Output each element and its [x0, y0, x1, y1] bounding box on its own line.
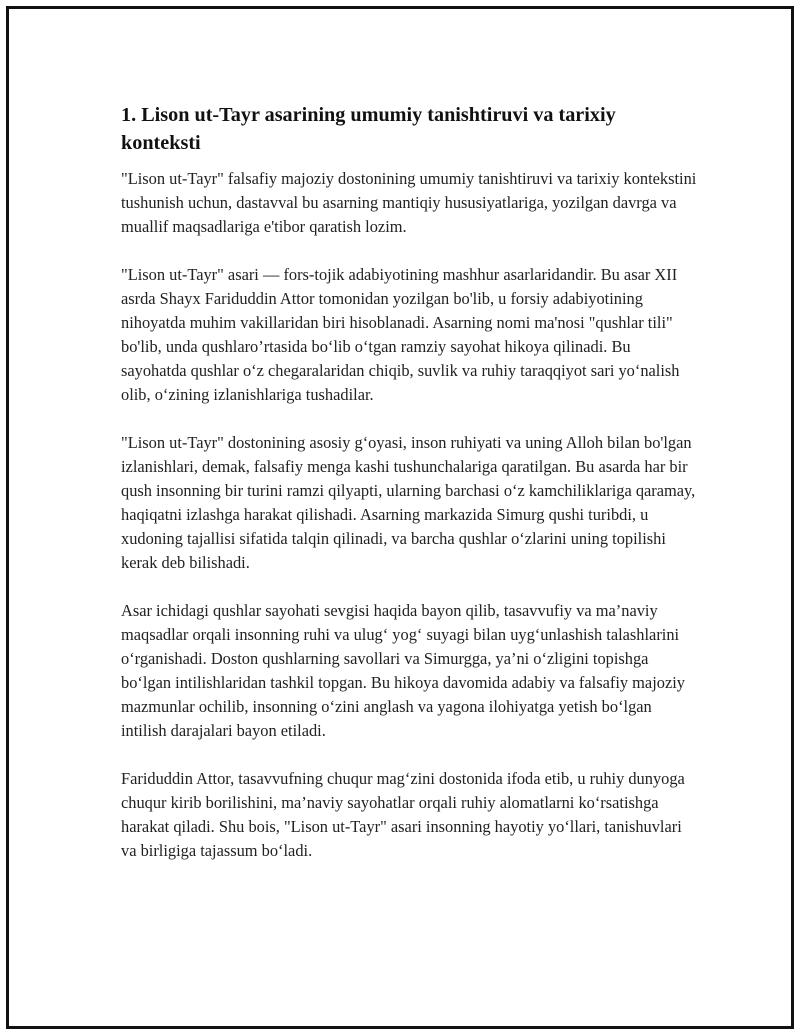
paragraph-4: Asar ichidagi qushlar sayohati sevgisi haqida bayon qilib, tasavvufiy va ma’naviy maqsadlar orqali insonning ruhi va ulug‘ yog‘ suyagi bilan uyg‘unlashish talashlarini o‘rganishadi. Doston qushlarning savollari va Simurgga, ya’ni o‘zligini topishga bo‘lgan intilishlaridan tashkil topgan. Bu hikoya davomida adabiy va falsafiy majoziy mazmunlar ochilib, insonning o‘zini anglash va yagona ilohiyatga yetish bo‘lgan intilish darajalari bayon etiladi. — [121, 601, 685, 740]
paragraph-2: "Lison ut-Tayr" asari — fors-tojik adabiyotining mashhur asarlaridandir. Bu asar XII asrda Shayx Fariduddin Attor tomonidan yozilgan bo'lib, u forsiy adabiyotining nihoyatda muhim vakillaridan biri hisoblanadi. Asarning nomi ma'nosi "qushlar tili" bo'lib, unda qushlaro’rtasida bo‘lib o‘tgan ramziy sayohat hikoya qilinadi. Bu sayohatda qushlar o‘z chegaralaridan chiqib, suvlik va ruhiy taraqqiyot sari yo‘nalish olib, o‘zining izlanishlariga tushadilar. — [121, 265, 680, 404]
paragraph-3: "Lison ut-Tayr" dostonining asosiy g‘oyasi, inson ruhiyati va uning Alloh bilan bo'lgan izlanishlari, demak, falsafiy menga kashi tushunchalariga qaratilgan. Bu asarda har bir qush insonning bir turini ramzi qilyapti, ularning barchasi o‘z kamchiliklariga qaramay, haqiqatni izlashga harakat qilishadi. Asarning markazida Simurg qushi turibdi, u xudoning tajallisi sifatida talqin qilinadi, va barcha qushlar o‘zlarini uning topilishi kerak deb bilishadi. — [121, 433, 696, 572]
page-border — [6, 6, 794, 1029]
paragraph-5: Fariduddin Attor, tasavvufning chuqur mag‘zini dostonida ifoda etib, u ruhiy dunyoga chuqur kirib borilishini, ma’naviy sayohatlar orqali ruhiy alomatlarni ko‘rsatishga harakat qiladi. Shu bois, "Lison ut-Tayr" asari insonning hayotiy yo‘llari, tanishuvlari va birligiga tajassum bo‘ladi. — [121, 769, 685, 860]
document-body — [121, 101, 697, 863]
paragraph-1: "Lison ut-Tayr" falsafiy majoziy dostonining umumiy tanishtiruvi va tarixiy kontekstini tushunish uchun, dastavval bu asarning mantiqiy hususiyatlariga, yozilgan davrga va muallif maqsadlariga e'tibor qaratish lozim. — [121, 169, 697, 236]
section-heading: 1. Lison ut-Tayr asarining umumiy tanishtiruvi va tarixiy konteksti — [121, 104, 616, 154]
